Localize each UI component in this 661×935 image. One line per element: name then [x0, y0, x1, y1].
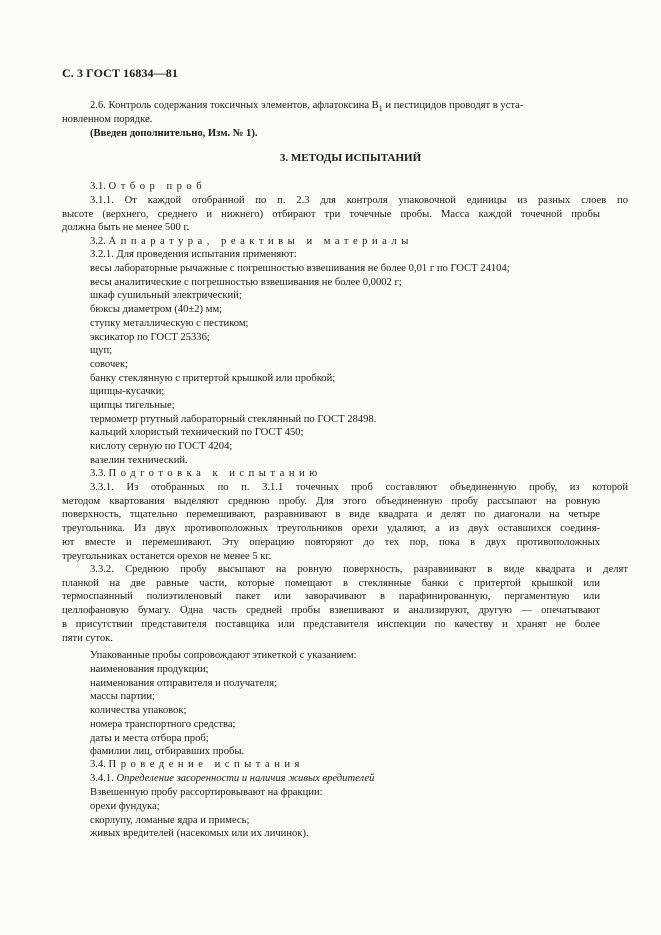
heading-number: 3.4.: [90, 759, 106, 770]
heading-3-4: [62, 758, 628, 771]
paragraph-line: 3.3.1. Из отобранных по п. 3.1.1 точечных проб составляют объединенную пробу, из которой: [90, 482, 628, 493]
fraction-intro: Взвешенную пробу рассортировывают на фракции:: [90, 787, 323, 798]
heading-number: 3.1.: [90, 181, 106, 192]
heading-3-4-1: [62, 772, 628, 785]
label-intro: Упакованные пробы сопровождают этикеткой с указанием:: [90, 650, 357, 661]
list-item: наименования продукции;: [90, 664, 209, 675]
paragraph-line: ют вместе и перемешивают. Эту операцию повторяют до тех пор, пока в двух противоположных: [62, 536, 600, 548]
list-item: эксикатор по ГОСТ 25336;: [90, 331, 210, 343]
list-item: совочек;: [90, 358, 129, 370]
list-item: количества упаковок;: [90, 705, 187, 717]
list-item: наименования отправителя и получателя;: [90, 677, 278, 689]
subscript: 1: [378, 104, 383, 114]
heading-title: Аппаратура, реактивы и материалы: [108, 236, 413, 247]
heading-title: Определение засоренности и наличия живых вредителей: [116, 773, 375, 784]
paragraph-line: высоте (верхнего, среднего и нижнего) отбирают три точечные пробы. Масса каждой точечной пробы: [62, 208, 600, 220]
list-item: фамилии лиц, отбиравших пробы.: [90, 746, 245, 758]
list-item: шкаф сушильный электрический;: [90, 290, 242, 302]
list-item: скорлупу, ломаные ядра и примесь;: [90, 814, 250, 826]
list-item: щипцы-кусачки;: [90, 386, 165, 398]
list-item: номера транспортного средства;: [90, 718, 236, 730]
list-item: живых вредителей (насекомых или их личинок).: [90, 828, 309, 840]
list-item: термометр ртутный лабораторный стеклянный по ГОСТ 28498.: [90, 413, 377, 425]
list-item: вазелин технический.: [90, 454, 188, 466]
paragraph-line: 3.3.2. Среднюю пробу высыпают на ровную поверхность, разравнивают в виде квадрата и делят: [90, 564, 628, 575]
paragraph-line: целлофановую бумагу. Одна часть средней пробы взвешивают и анализируют, другую — опечатывают: [62, 605, 600, 617]
heading-title: Отбор проб: [108, 181, 207, 192]
paragraph-line: должна быть не менее 500 г.: [62, 222, 190, 234]
list-item: орехи фундука;: [90, 801, 160, 812]
list-item: щипцы тигельные;: [90, 400, 175, 411]
clause-2-6-line2: новленном порядке.: [62, 114, 153, 125]
heading-number: 3.3.: [90, 468, 106, 479]
paragraph-line: треугольниках останется орехов не менее 5 кг.: [62, 550, 272, 562]
paragraph-line: пяти суток.: [62, 632, 113, 644]
heading-number: 3.2.: [90, 236, 106, 247]
list-item: кальций хлористый технический по ГОСТ 450;: [90, 427, 304, 439]
page-header: С. 3 ГОСТ 16834—81: [62, 66, 178, 80]
clause-2-6-text-end: и пестицидов проводят в уста-: [382, 100, 524, 111]
list-item: щуп;: [90, 345, 113, 357]
list-item: банку стеклянную с притертой крышкой или пробкой;: [90, 372, 336, 384]
paragraph-line: планкой на две равные части, которые помещают в стеклянные банки с притертой крышкой или: [62, 577, 600, 589]
section-title: 3. МЕТОДЫ ИСПЫТАНИЙ: [279, 152, 422, 164]
list-item: ступку металлическую с пестиком;: [90, 317, 249, 329]
heading-3-1: [62, 180, 628, 193]
heading-3-2: [62, 235, 628, 248]
paragraph-line: треугольника. Из двух противоположных треугольников орехи удаляют, а из двух оставшихся соединя-: [62, 523, 600, 535]
heading-title: Подготовка к испытанию: [108, 468, 322, 479]
clause-3-2-1-intro: 3.2.1. Для проведения испытания применяют:: [90, 249, 297, 260]
list-item: массы партии;: [90, 691, 155, 703]
list-item: бюксы диаметром (40±2) мм;: [90, 304, 223, 316]
list-item: даты и места отбора проб;: [90, 732, 209, 744]
paragraph-line: поверхность, тщательно перемешивают, разравнивают в виде квадрата и делят по диагонали на четыре: [62, 509, 600, 521]
list-item: кислоту серную по ГОСТ 4204;: [90, 441, 233, 453]
amendment-note: (Введен дополнительно, Изм. № 1).: [90, 128, 258, 139]
paragraph-line: 3.1.1. От каждой отобранной по п. 2.3 для контроля упаковочной единицы из разных слоев по: [90, 195, 628, 206]
paragraph-line: термоспаянный полиэтиленовый пакет или заворачивают в парафинированную, пергаментную или: [62, 591, 600, 603]
paragraph-line: методом квартования выделяют среднюю пробу. Для этого объединенную пробу рассыпают на ровную: [62, 495, 600, 507]
clause-2-6-text: 2.6. Контроль содержания токсичных элементов, афлатоксина B: [90, 100, 379, 111]
list-item: весы лабораторные рычажные с погрешностью взвешивания не более 0,01 г по ГОСТ 24104;: [90, 263, 510, 274]
heading-3-3: [62, 467, 628, 480]
heading-title: Проведение испытания: [108, 759, 304, 770]
list-item: весы аналитические с погрешностью взвешивания не более 0,0002 г;: [90, 276, 402, 288]
paragraph-line: в присутствии представителя поставщика или представителя инспекции по качеству и хранят не более: [62, 618, 600, 630]
heading-number: 3.4.1.: [90, 773, 114, 784]
